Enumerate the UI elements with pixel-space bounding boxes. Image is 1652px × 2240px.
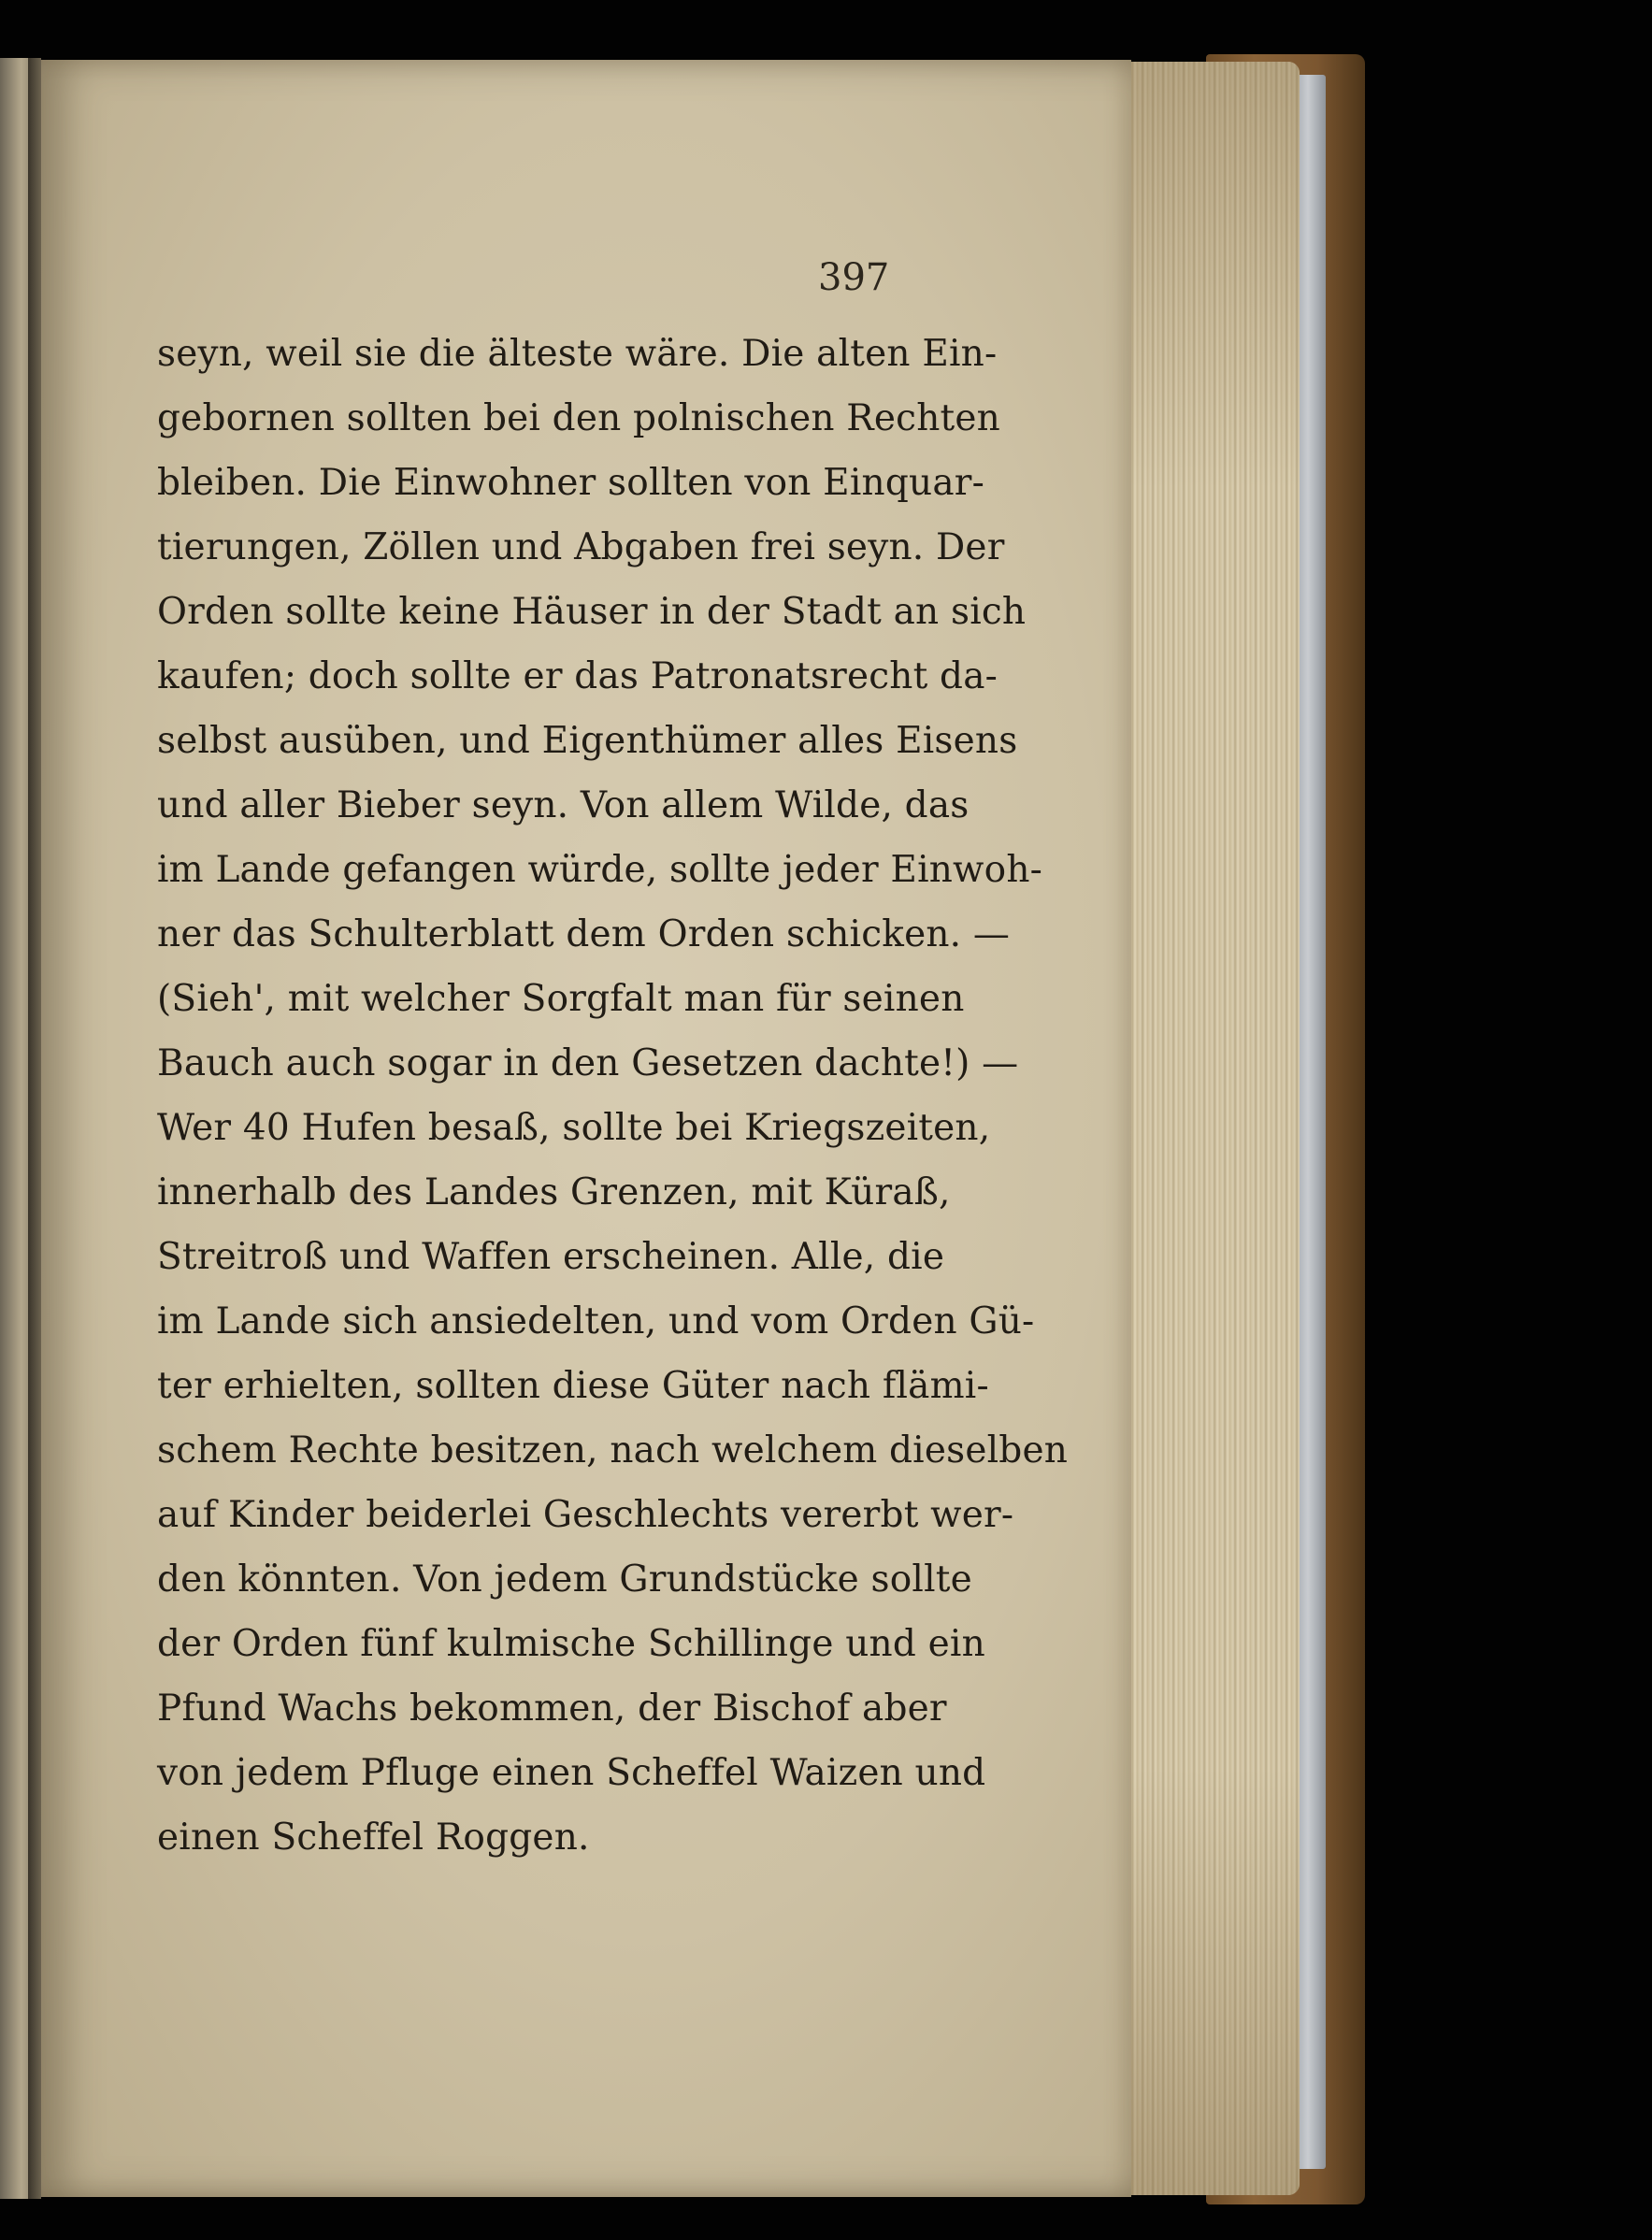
- text-line: Pfund Wachs bekommen, der Bischof aber: [157, 1687, 947, 1730]
- text-line: und aller Bieber seyn. Von allem Wilde, das: [157, 784, 970, 826]
- text-line: tierungen, Zöllen und Abgaben frei seyn. Der: [157, 526, 1005, 568]
- text-line: im Lande sich ansiedelten, und vom Orden Gü-: [157, 1300, 1035, 1343]
- page-edges-shade: [1117, 62, 1300, 2195]
- text-line: ner das Schulterblatt dem Orden schicken. —: [157, 913, 1011, 955]
- text-line: Streitroß und Waffen erscheinen. Alle, die: [157, 1236, 945, 1278]
- text-line: Orden sollte keine Häuser in der Stadt an sich: [157, 591, 1027, 633]
- text-line: selbst ausüben, und Eigenthümer alles Eisens: [157, 720, 1018, 762]
- text-line: kaufen; doch sollte er das Patronatsrecht da-: [157, 655, 998, 697]
- page-number: 397: [818, 256, 890, 299]
- text-line: den könnten. Von jedem Grundstücke sollte: [157, 1558, 972, 1601]
- text-line: gebornen sollten bei den polnischen Rechten: [157, 397, 1000, 439]
- book-gutter: [28, 58, 41, 2199]
- text-line: seyn, weil sie die älteste wäre. Die alten Ein-: [157, 333, 998, 375]
- text-line: von jedem Pfluge einen Scheffel Waizen und: [157, 1752, 986, 1794]
- text-line: ter erhielten, sollten diese Güter nach flämi-: [157, 1365, 989, 1407]
- text-line: der Orden fünf kulmische Schillinge und ein: [157, 1623, 985, 1665]
- page-text: [157, 322, 1069, 1870]
- text-line: (Sieh', mit welcher Sorgfalt man für seinen: [157, 978, 965, 1020]
- book-page: [37, 60, 1131, 2197]
- text-line: einen Scheffel Roggen.: [157, 1816, 590, 1859]
- text-line: Bauch auch sogar in den Gesetzen dachte!) —: [157, 1042, 1019, 1084]
- text-line: auf Kinder beiderlei Geschlechts vererbt wer-: [157, 1494, 1014, 1536]
- text-line: im Lande gefangen würde, sollte jeder Einwoh-: [157, 849, 1043, 891]
- text-line: Wer 40 Hufen besaß, sollte bei Kriegszeiten,: [157, 1107, 991, 1149]
- text-line: bleiben. Die Einwohner sollten von Einquar-: [157, 462, 984, 504]
- text-line: innerhalb des Landes Grenzen, mit Küraß,: [157, 1171, 951, 1213]
- text-line: schem Rechte besitzen, nach welchem dieselben: [157, 1429, 1069, 1472]
